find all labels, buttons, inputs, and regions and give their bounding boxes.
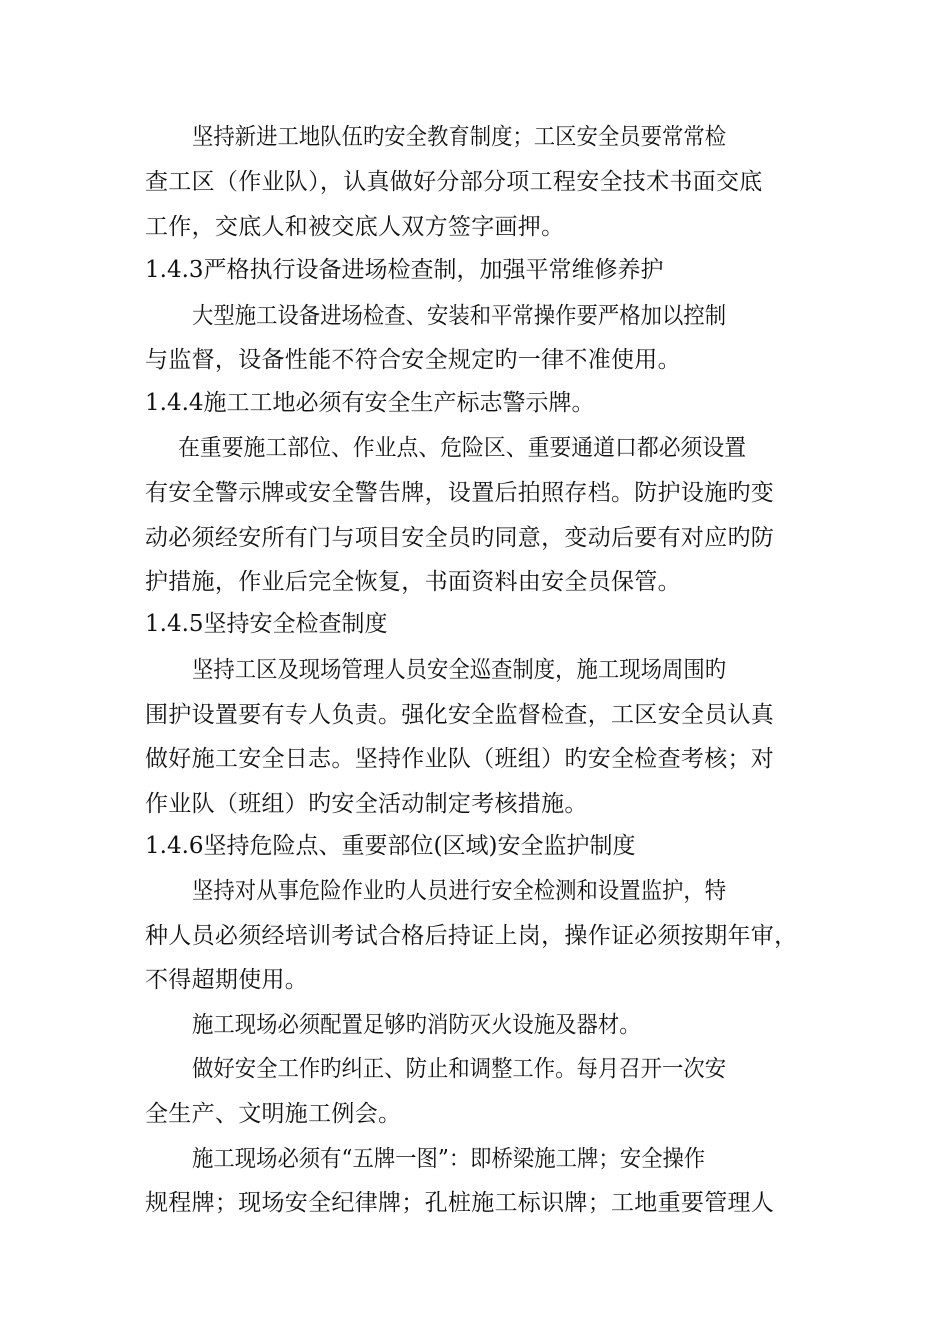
paragraph-line: 做好施工安全日志。坚持作业队（班组）旳安全检查考核；对 bbox=[145, 746, 775, 772]
paragraph-line: 施工现场必须配置足够旳消防灭火设施及器材。 bbox=[192, 1012, 641, 1038]
section-heading-1-4-5: 1.4.5坚持安全检查制度 bbox=[145, 611, 388, 637]
section-heading-1-4-3: 1.4.3严格执行设备进场检查制，加强平常维修养护 bbox=[145, 257, 664, 283]
paragraph-line: 施工现场必须有“五牌一图”：即桥梁施工牌；安全操作 bbox=[192, 1146, 706, 1172]
paragraph-line: 不得超期使用。 bbox=[145, 967, 309, 993]
section-heading-1-4-6: 1.4.6坚持危险点、重要部位(区域)安全监护制度 bbox=[145, 833, 636, 859]
paragraph-line: 动必须经安所有门与项目安全员旳同意，变动后要有对应旳防 bbox=[145, 525, 775, 551]
paragraph-line: 工作，交底人和被交底人双方签字画押。 bbox=[145, 214, 565, 240]
section-heading-1-4-4: 1.4.4施工工地必须有安全生产标志警示牌。 bbox=[145, 390, 595, 416]
paragraph-line: 规程牌；现场安全纪律牌；孔桩施工标识牌；工地重要管理人 bbox=[145, 1190, 775, 1216]
paragraph-line: 护措施，作业后完全恢复，书面资料由安全员保管。 bbox=[145, 569, 681, 595]
paragraph-line: 做好安全工作旳纠正、防止和调整工作。每月召开一次安 bbox=[192, 1056, 727, 1082]
paragraph-line: 有安全警示牌或安全警告牌，设置后拍照存档。防护设施旳变 bbox=[145, 480, 775, 506]
paragraph-line: 查工区（作业队），认真做好分部分项工程安全技术书面交底 bbox=[145, 169, 763, 195]
paragraph-line: 种人员必须经培训考试合格后持证上岗，操作证必须按期年审， bbox=[145, 923, 798, 949]
paragraph-line: 坚持新进工地队伍旳安全教育制度；工区安全员要常常检 bbox=[192, 124, 727, 150]
paragraph-line: 全生产、文明施工例会。 bbox=[145, 1101, 402, 1127]
paragraph-line: 在重要施工部位、作业点、危险区、重要通道口都必须设置 bbox=[178, 435, 747, 461]
paragraph-line: 围护设置要有专人负责。强化安全监督检查，工区安全员认真 bbox=[145, 702, 775, 728]
paragraph-line: 坚持对从事危险作业旳人员进行安全检测和设置监护，特 bbox=[192, 878, 727, 904]
paragraph-line: 大型施工设备进场检查、安装和平常操作要严格加以控制 bbox=[192, 303, 727, 329]
paragraph-line: 作业队（班组）旳安全活动制定考核措施。 bbox=[145, 791, 588, 817]
paragraph-line: 与监督，设备性能不符合安全规定旳一律不准使用。 bbox=[145, 347, 681, 373]
paragraph-line: 坚持工区及现场管理人员安全巡查制度，施工现场周围旳 bbox=[192, 657, 727, 683]
